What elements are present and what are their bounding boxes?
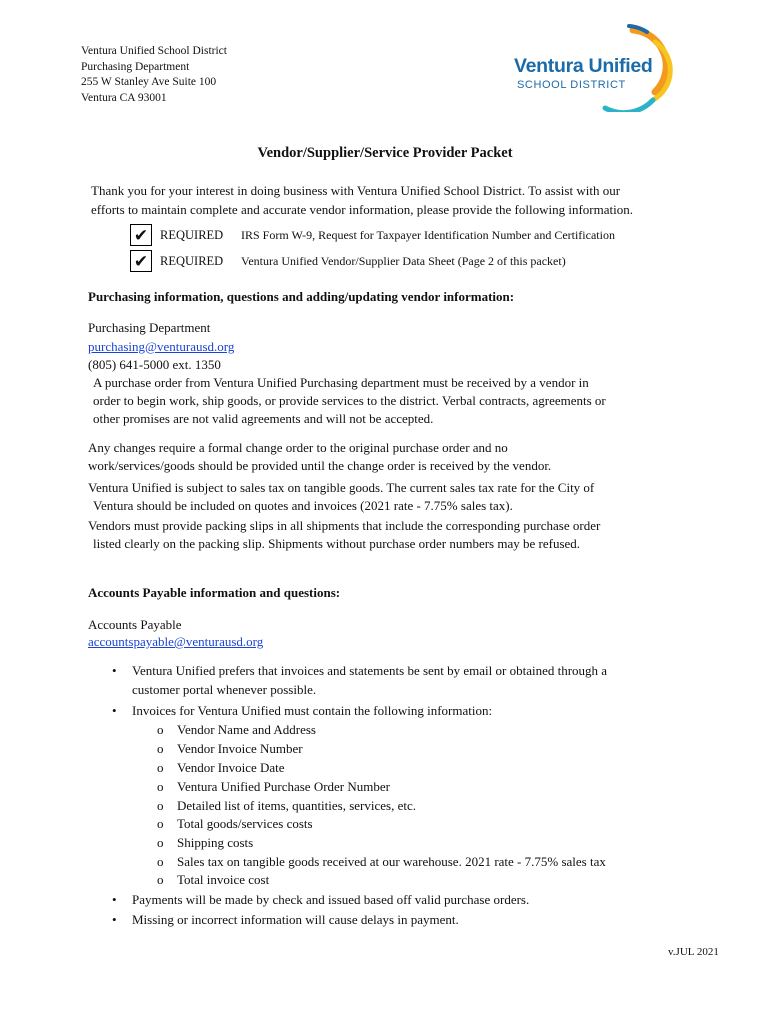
sub-list-item-text: Vendor Invoice Date [177,760,285,775]
sub-list-item-text: Detailed list of items, quantities, services, etc. [177,798,416,813]
purchasing-department: Purchasing Department [88,320,211,335]
accounts-email-link[interactable]: accountspayable@venturausd.org [88,634,264,649]
version-footer: v.JUL 2021 [668,946,719,958]
paragraph-line: Ventura should be included on quotes and invoices (2021 rate - 7.75% sales tax). [93,498,513,513]
address-line: 255 W Stanley Ave Suite 100 [81,76,217,88]
list-item-text: Payments will be made by check and issued based off valid purchase orders. [132,892,530,907]
purchasing-heading: Purchasing information, questions and adding/updating vendor information: [88,289,515,304]
list-item [112,911,459,930]
checkbox-checked[interactable]: ✔ [130,250,152,272]
sub-list-item [157,759,285,778]
paragraph-line: other promises are not valid agreements and will not be accepted. [93,411,434,426]
accounts-email-line [88,633,263,651]
intro-line: Thank you for your interest in doing business with Ventura Unified School District. To assist with our [91,183,621,198]
sub-list-item [157,834,254,853]
bullet-icon: • [112,703,117,718]
sub-list-item [157,853,606,872]
sub-bullet-icon: o [157,872,164,887]
bullet-icon: • [112,663,117,678]
intro-line: efforts to maintain complete and accurate vendor information, please provide the following information. [91,202,633,217]
sub-bullet-icon: o [157,779,164,794]
paragraph-line: listed clearly on the packing slip. Shipments without purchase order numbers may be refused. [93,536,581,551]
bullet-icon: • [112,892,117,907]
accounts-department: Accounts Payable [88,617,182,632]
sub-list-item [157,721,316,740]
address-line: Ventura CA 93001 [81,91,167,104]
bullet-icon: • [112,912,117,927]
sub-list-item-text: Total goods/services costs [177,816,313,831]
page-title: Vendor/Supplier/Service Provider Packet [257,145,513,161]
accounts-heading: Accounts Payable information and questions: [88,585,341,600]
sub-bullet-icon: o [157,798,164,813]
district-logo [505,22,675,112]
sub-list-item-text: Vendor Name and Address [177,722,316,737]
list-item-text: Ventura Unified prefers that invoices and statements be sent by email or obtained through a [132,663,608,678]
sub-list-item-text: Vendor Invoice Number [177,741,303,756]
address-line: Ventura Unified School District [81,45,227,57]
list-item [112,702,493,721]
paragraph-line: order to begin work, ship goods, or provide services to the district. Verbal contracts, agreements or [93,393,606,408]
logo-name: Ventura Unified [514,55,653,77]
list-item-text: customer portal whenever possible. [132,682,317,697]
sub-list-item [157,871,270,890]
paragraph-line: Any changes require a formal change order to the original purchase order and no [88,440,508,455]
sub-bullet-icon: o [157,854,164,869]
paragraph-line: Ventura Unified is subject to sales tax on tangible goods. The current sales tax rate for the City of [88,480,595,495]
sub-bullet-icon: o [157,760,164,775]
sub-bullet-icon: o [157,741,164,756]
sub-list-item-text: Ventura Unified Purchase Order Number [177,779,390,794]
sub-list-item [157,778,390,797]
sub-list-item-text: Shipping costs [177,835,254,850]
paragraph-line: A purchase order from Ventura Unified Purchasing department must be received by a vendor in [93,375,589,390]
requirement-description: Ventura Unified Vendor/Supplier Data Sheet (Page 2 of this packet) [241,254,566,268]
requirement-label: REQUIRED [160,254,224,268]
sub-list-item [157,740,303,759]
address-line: Purchasing Department [81,60,190,73]
list-item-text: Invoices for Ventura Unified must contain the following information: [132,703,493,718]
paragraph-line: Vendors must provide packing slips in all shipments that include the corresponding purchase order [88,518,601,533]
sub-bullet-icon: o [157,722,164,737]
checkbox-checked[interactable]: ✔ [130,224,152,246]
purchasing-phone: (805) 641-5000 ext. 1350 [88,357,221,372]
purchasing-email-line [88,338,234,356]
purchasing-email-link[interactable]: purchasing@venturausd.org [88,339,235,354]
district-address [81,44,227,106]
sub-list-item [157,815,313,834]
sub-bullet-icon: o [157,835,164,850]
logo-subtitle: SCHOOL DISTRICT [517,79,626,91]
sub-list-item-text: Sales tax on tangible goods received at our warehouse. 2021 rate - 7.75% sales tax [177,854,606,869]
list-item [112,891,530,910]
requirement-label: REQUIRED [160,228,224,242]
sub-list-item-text: Total invoice cost [177,872,270,887]
requirement-description: IRS Form W-9, Request for Taxpayer Identification Number and Certification [241,228,615,242]
list-item-text: Missing or incorrect information will cause delays in payment. [132,912,459,927]
paragraph-line: work/services/goods should be provided until the change order is received by the vendor. [88,458,552,473]
sub-list-item [157,797,416,816]
sub-bullet-icon: o [157,816,164,831]
list-item-continuation [132,681,316,700]
list-item [112,662,608,681]
